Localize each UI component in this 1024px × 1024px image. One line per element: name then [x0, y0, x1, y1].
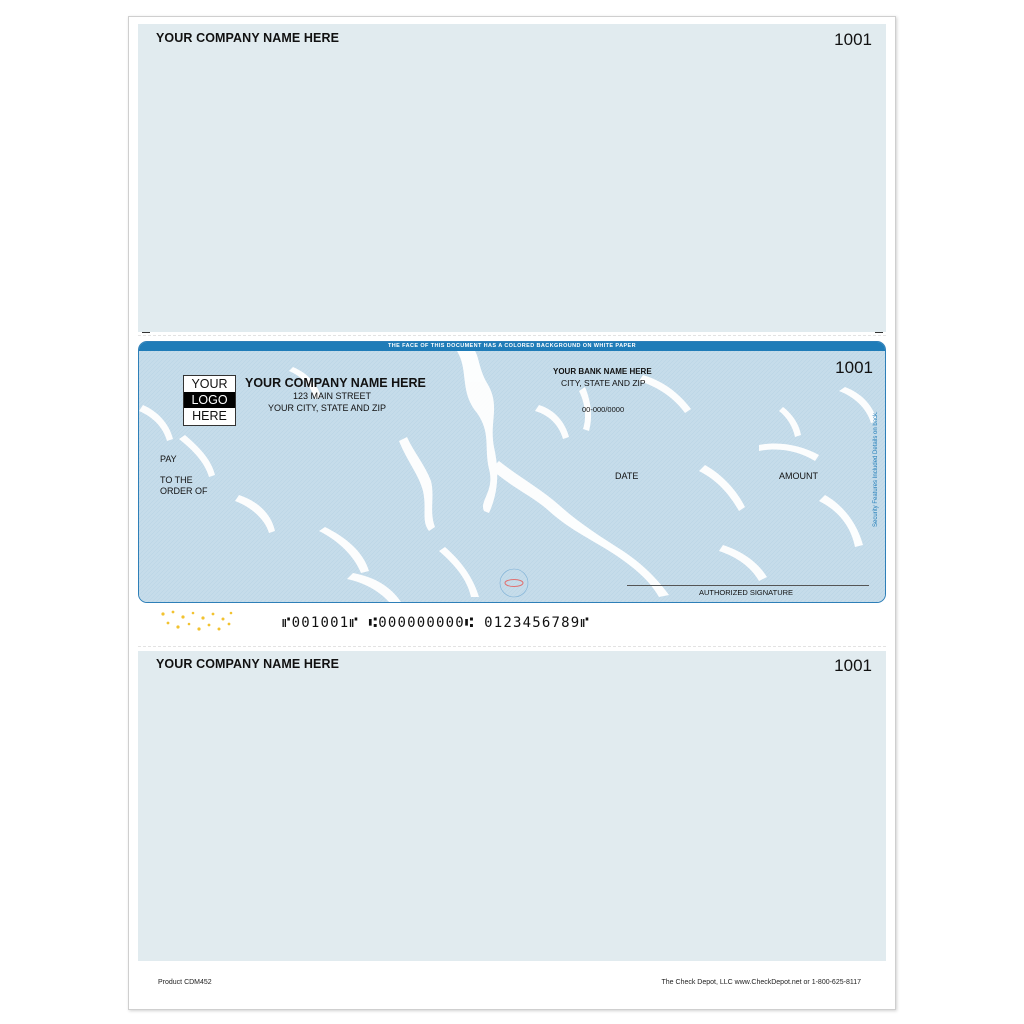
- bank-city-state-zip: CITY, STATE AND ZIP: [561, 378, 646, 388]
- fraction-code: 00-000/0000: [582, 405, 625, 414]
- company-address-line2: YOUR CITY, STATE AND ZIP: [268, 403, 387, 413]
- micr-line: ⑈001001⑈ ⑆000000000⑆ 0123456789⑈: [282, 615, 590, 631]
- logo-line-3: HERE: [192, 409, 227, 423]
- perforation-mark-right: [875, 332, 883, 333]
- check-banner: THE FACE OF THIS DOCUMENT HAS A COLORED BACKGROUND ON WHITE PAPER: [139, 342, 885, 351]
- bottom-stub-company-name: YOUR COMPANY NAME HERE: [156, 657, 340, 671]
- bank-name: YOUR BANK NAME HERE: [553, 367, 652, 376]
- check-body: [138, 341, 886, 603]
- signature-line: [627, 585, 869, 586]
- perforation-line-top: [138, 335, 886, 336]
- to-the-label: TO THE: [160, 475, 193, 485]
- authorized-signature-label: AUTHORIZED SIGNATURE: [699, 588, 794, 597]
- vendor-info: The Check Depot, LLC www.CheckDepot.net or 1-800-625-8117: [661, 979, 861, 986]
- logo-placeholder: [183, 375, 236, 426]
- logo-line-2: LOGO: [184, 392, 235, 408]
- bottom-stub: [138, 651, 886, 961]
- bottom-stub-check-number: 1001: [834, 656, 872, 675]
- top-stub-check-number: 1001: [834, 30, 872, 49]
- company-address-line1: 123 MAIN STREET: [293, 391, 372, 401]
- check-company-name: YOUR COMPANY NAME HERE: [245, 376, 426, 390]
- perforation-line-bottom: [138, 646, 886, 647]
- product-code: Product CDM452: [158, 979, 212, 986]
- perforation-mark-left: [142, 332, 150, 333]
- date-label: DATE: [615, 471, 639, 481]
- check-number: 1001: [835, 358, 873, 377]
- order-of-label: ORDER OF: [160, 486, 208, 496]
- check-sheet: [128, 16, 896, 1010]
- security-features-text: Security Features Included Details on back.: [873, 411, 879, 527]
- top-stub-company-name: YOUR COMPANY NAME HERE: [156, 31, 340, 45]
- gold-stars-decoration: [159, 609, 239, 633]
- logo-line-1: YOUR: [191, 377, 228, 391]
- pay-label: PAY: [160, 454, 177, 464]
- top-stub: [138, 24, 886, 332]
- amount-label: AMOUNT: [779, 471, 818, 481]
